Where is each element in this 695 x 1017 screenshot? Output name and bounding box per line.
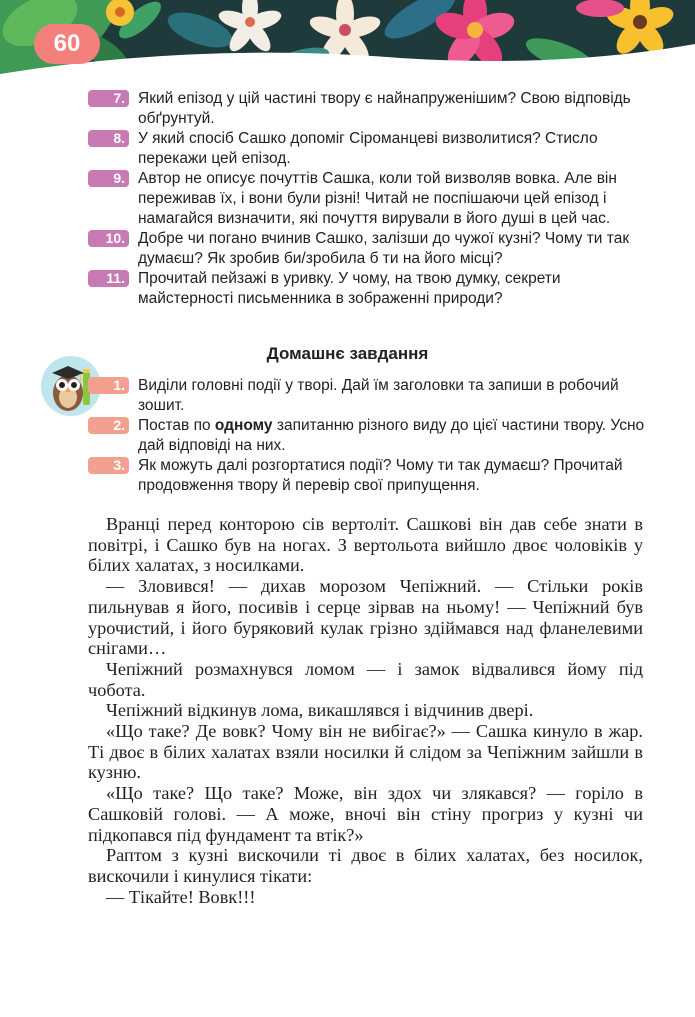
question-number: 10. — [88, 230, 129, 247]
question-text: Автор не описує почуттів Сашка, коли той визволяв вовка. Але він переживав їх, і вони були різні! Читай не поспішаючи цей епізод і намагайся визначити, які почуття вирували в його душі в цей час. — [138, 170, 617, 227]
question-text: Прочитай пейзажі в уривку. У чому, на твою думку, секрети майстерності письменника в зображенні природи? — [138, 270, 561, 307]
story-paragraph: «Що таке? Де вовк? Чому він не вибігає?» — Сашка кинуло в жар. Ті двоє в білих халатах взяли носилки й слідом за Чепіжним зайшли в кузню. — [88, 721, 643, 783]
task-number: 1. — [88, 377, 129, 394]
question-text: Який епізод у цій частині твору є найнапруженішим? Свою відповідь обґрунтуй. — [138, 90, 631, 127]
task-text-post: запитанню різного виду до цієї частини твору. Усно дай відповіді на них. — [138, 417, 645, 454]
question-list — [88, 89, 648, 309]
homework-title: Домашнє завдання — [266, 344, 429, 363]
flower-banner — [0, 0, 695, 74]
page-number: 60 — [34, 24, 100, 64]
story-paragraph: Вранці перед конторою сів вертоліт. Сашкові він дав себе знати в повітрі, і Сашко був на ногах. З вертольота вийшло двоє чоловіків у білих халатах, з носилками. — [88, 514, 643, 576]
homework-task — [88, 416, 648, 456]
question-text: У який спосіб Сашко допоміг Сіроманцеві визволитися? Стисло перекажи цей епізод. — [138, 130, 598, 167]
question-number: 7. — [88, 90, 129, 107]
homework-task-list — [88, 376, 648, 496]
question-text: Добре чи погано вчинив Сашко, залізши до чужої кузні? Чому ти так думаєш? Як зробив би/зробила б ти на його місці? — [138, 230, 630, 267]
question-item — [88, 169, 648, 229]
homework-task — [88, 376, 648, 416]
task-number: 2. — [88, 417, 129, 434]
task-text-emphasis: одному — [214, 417, 273, 434]
task-text-pre: Постав по — [138, 417, 215, 434]
question-item — [88, 129, 648, 169]
story-paragraph: — Зловився! — дихав морозом Чепіжний. — Стільки років пильнував я його, посивів і серце зірвав на ньому! — Чепіжний був урочистий, і його буряковий кулак грізно здіймався над фланелевими снігами… — [88, 576, 643, 659]
question-item — [88, 89, 648, 129]
task-number: 3. — [88, 457, 129, 474]
question-item — [88, 229, 648, 269]
story-paragraph: — Тікайте! Вовк!!! — [106, 886, 256, 907]
task-text: Як можуть далі розгортатися події? Чому ти так думаєш? Прочитай продовження твору й перевір свої припущення. — [138, 457, 623, 494]
story-paragraph: Чепіжний розмахнувся ломом — і замок відвалився йому під чобота. — [88, 658, 643, 700]
homework-task — [88, 456, 648, 496]
question-number: 8. — [88, 130, 129, 147]
story-paragraph: Чепіжний відкинув лома, викашлявся і відчинив двері. — [106, 700, 534, 721]
question-number: 9. — [88, 170, 129, 187]
task-text: Виділи головні події у творі. Дай їм заголовки та запиши в робочий зошит. — [138, 377, 619, 414]
flower-illustration — [0, 0, 695, 74]
story-paragraph: Раптом з кузні вискочили ті двоє в білих халатах, без носилок, вискочили і кинулися тікати: — [88, 845, 643, 886]
story-paragraph: «Що таке? Що таке? Може, він здох чи злякався? — горіло в Сашковій голові. — А може, вночі він стіну прогриз у кузні чи підкопався під фундамент та втік?» — [88, 783, 643, 845]
question-item — [88, 269, 648, 309]
story-text — [88, 514, 643, 907]
question-number: 11. — [88, 270, 129, 287]
